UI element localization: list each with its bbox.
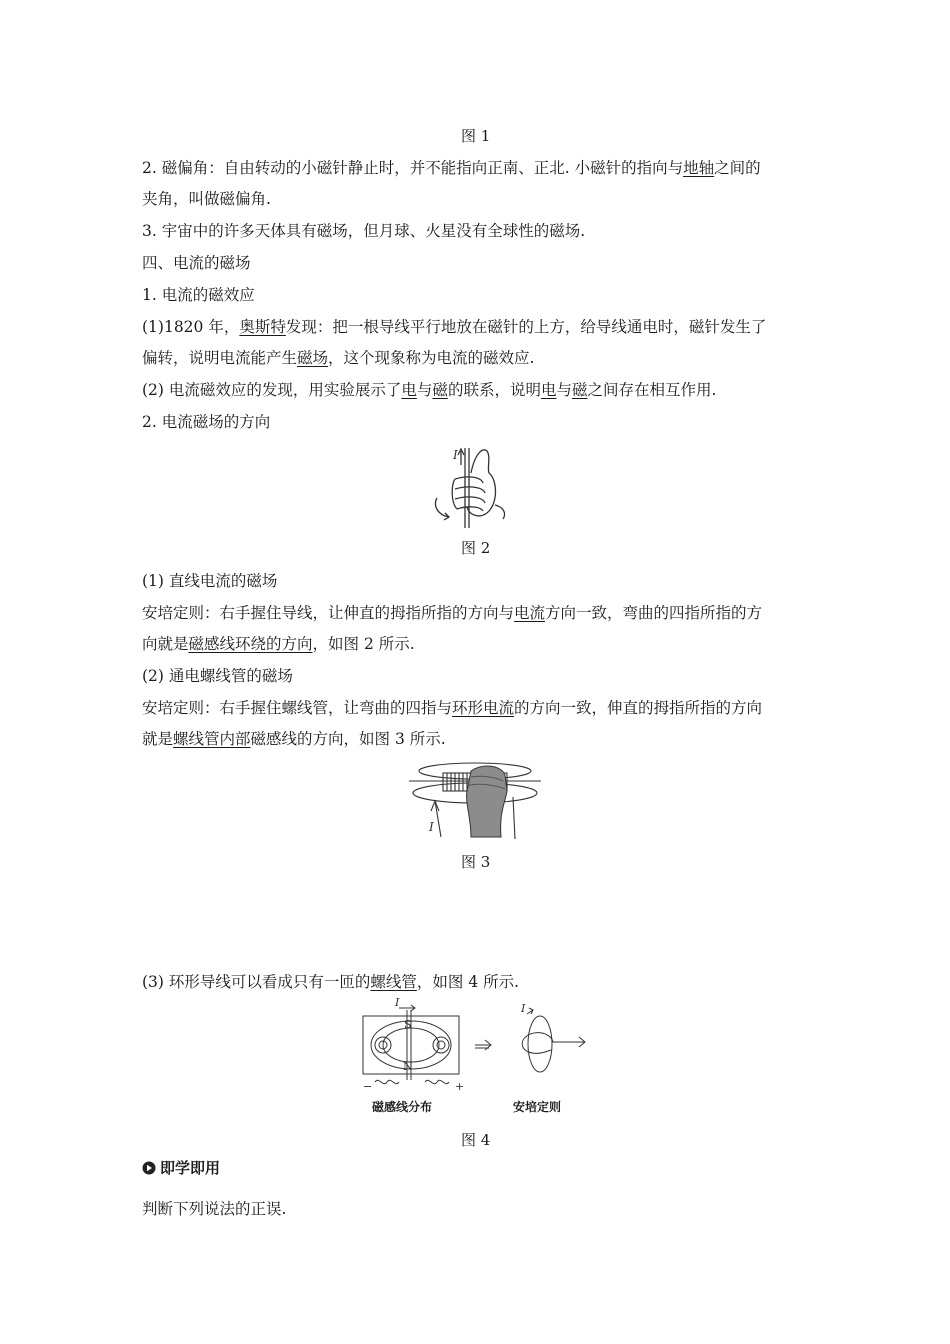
figure-4-right-label: 安培定则 — [513, 1100, 562, 1114]
figure-4-loop-field — [355, 998, 605, 1094]
figure-4-current-label: I — [395, 998, 400, 1009]
figure-3-caption: 图 3 — [461, 853, 491, 871]
paragraph-ampere-rule-wire: 安培定则：右手握住导线，让伸直的拇指所指的方向与电流方向一致，弯曲的四指所指的方 — [142, 604, 763, 622]
figure-4-minus-label: − — [363, 1080, 373, 1093]
section-heading-text: 即学即用 — [160, 1159, 221, 1177]
paragraph-celestial: 3. 宇宙中的许多天体具有磁场，但月球、火星没有全球性的磁场. — [142, 222, 586, 240]
figure-1-caption: 图 1 — [461, 127, 491, 145]
paragraph-ampere-rule-solenoid: 安培定则：右手握住螺线管，让弯曲的四指与环形电流的方向一致，伸直的拇指所指的方向 — [142, 699, 763, 717]
figure-3-hand-solenoid — [405, 757, 545, 845]
figure-4-caption: 图 4 — [461, 1131, 491, 1149]
paragraph-electro-magnetism: (2) 电流磁效应的发现，用实验展示了电与磁的联系，说明电与磁之间存在相互作用. — [142, 381, 717, 399]
paragraph-ampere-rule-solenoid-cont: 就是螺线管内部磁感线的方向，如图 3 所示. — [142, 730, 446, 748]
paragraph-oersted-cont: 偏转，说明电流能产生磁场，这个现象称为电流的磁效应. — [142, 349, 535, 367]
figure-2-current-label: I — [453, 448, 458, 462]
section-heading-practice — [142, 1158, 220, 1178]
figure-4-current-label-right: I — [521, 1002, 526, 1015]
figure-4-left-label: 磁感线分布 — [372, 1100, 433, 1114]
section-heading-current-field: 四、电流的磁场 — [142, 254, 251, 272]
paragraph-ampere-rule-wire-cont: 向就是磁感线环绕的方向，如图 2 所示. — [142, 635, 415, 653]
paragraph-loop-wire: (3) 环形导线可以看成只有一匝的螺线管，如图 4 所示. — [142, 973, 520, 991]
paragraph-oersted: (1)1820 年，奥斯特发现：把一根导线平行地放在磁针的上方，给导线通电时，磁针发生了 — [142, 318, 767, 336]
subheading-straight-wire: (1) 直线电流的磁场 — [142, 572, 278, 590]
figure-2-hand-wire — [425, 443, 525, 533]
paragraph-declination: 2. 磁偏角：自由转动的小磁针静止时，并不能指向正南、正北. 小磁针的指向与地轴之间的 — [142, 159, 761, 177]
subheading-magnetic-effect: 1. 电流的磁效应 — [142, 286, 255, 304]
subheading-field-direction: 2. 电流磁场的方向 — [142, 413, 271, 431]
figure-3-current-label: I — [429, 820, 434, 834]
subheading-solenoid: (2) 通电螺线管的磁场 — [142, 667, 293, 685]
figure-4-north-label: N — [403, 1060, 413, 1073]
figure-4-south-label: S — [404, 1018, 412, 1031]
figure-2-caption: 图 2 — [461, 539, 491, 557]
play-circle-icon — [142, 1161, 156, 1175]
figure-4-plus-label: + — [455, 1080, 465, 1093]
paragraph-declination-cont: 夹角，叫做磁偏角. — [142, 190, 271, 208]
paragraph-judge: 判断下列说法的正误. — [142, 1200, 287, 1218]
